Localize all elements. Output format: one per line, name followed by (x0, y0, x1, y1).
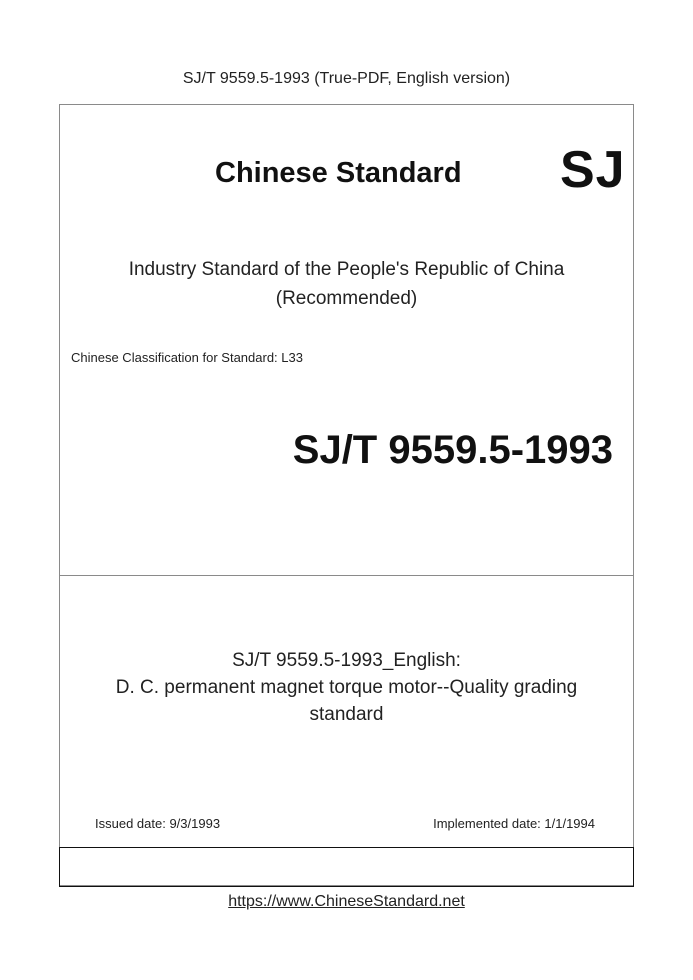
section-divider (60, 575, 633, 576)
empty-footer-box (59, 847, 634, 887)
website-link[interactable]: https://www.ChineseStandard.net (228, 893, 465, 910)
standard-badge: SJ (560, 141, 626, 199)
cover-frame (59, 104, 634, 886)
industry-statement (60, 255, 633, 313)
classification-code: Chinese Classification for Standard: L33 (71, 350, 303, 365)
implemented-date: Implemented date: 1/1/1994 (433, 816, 595, 831)
issued-date: Issued date: 9/3/1993 (95, 816, 221, 831)
title-line-1: SJ/T 9559.5-1993_English: (232, 650, 461, 671)
industry-line-1: Industry Standard of the People's Republic of China (128, 259, 565, 280)
cover-heading: Chinese Standard (215, 157, 462, 189)
title-line-2: D. C. permanent magnet torque motor--Quality grading (115, 677, 578, 698)
standard-number: SJ/T 9559.5-1993 (292, 428, 613, 472)
title-line-3: standard (309, 704, 384, 725)
document-title (60, 647, 633, 728)
document-header: SJ/T 9559.5-1993 (True-PDF, English version) (182, 70, 511, 87)
industry-line-2: (Recommended) (275, 288, 418, 309)
